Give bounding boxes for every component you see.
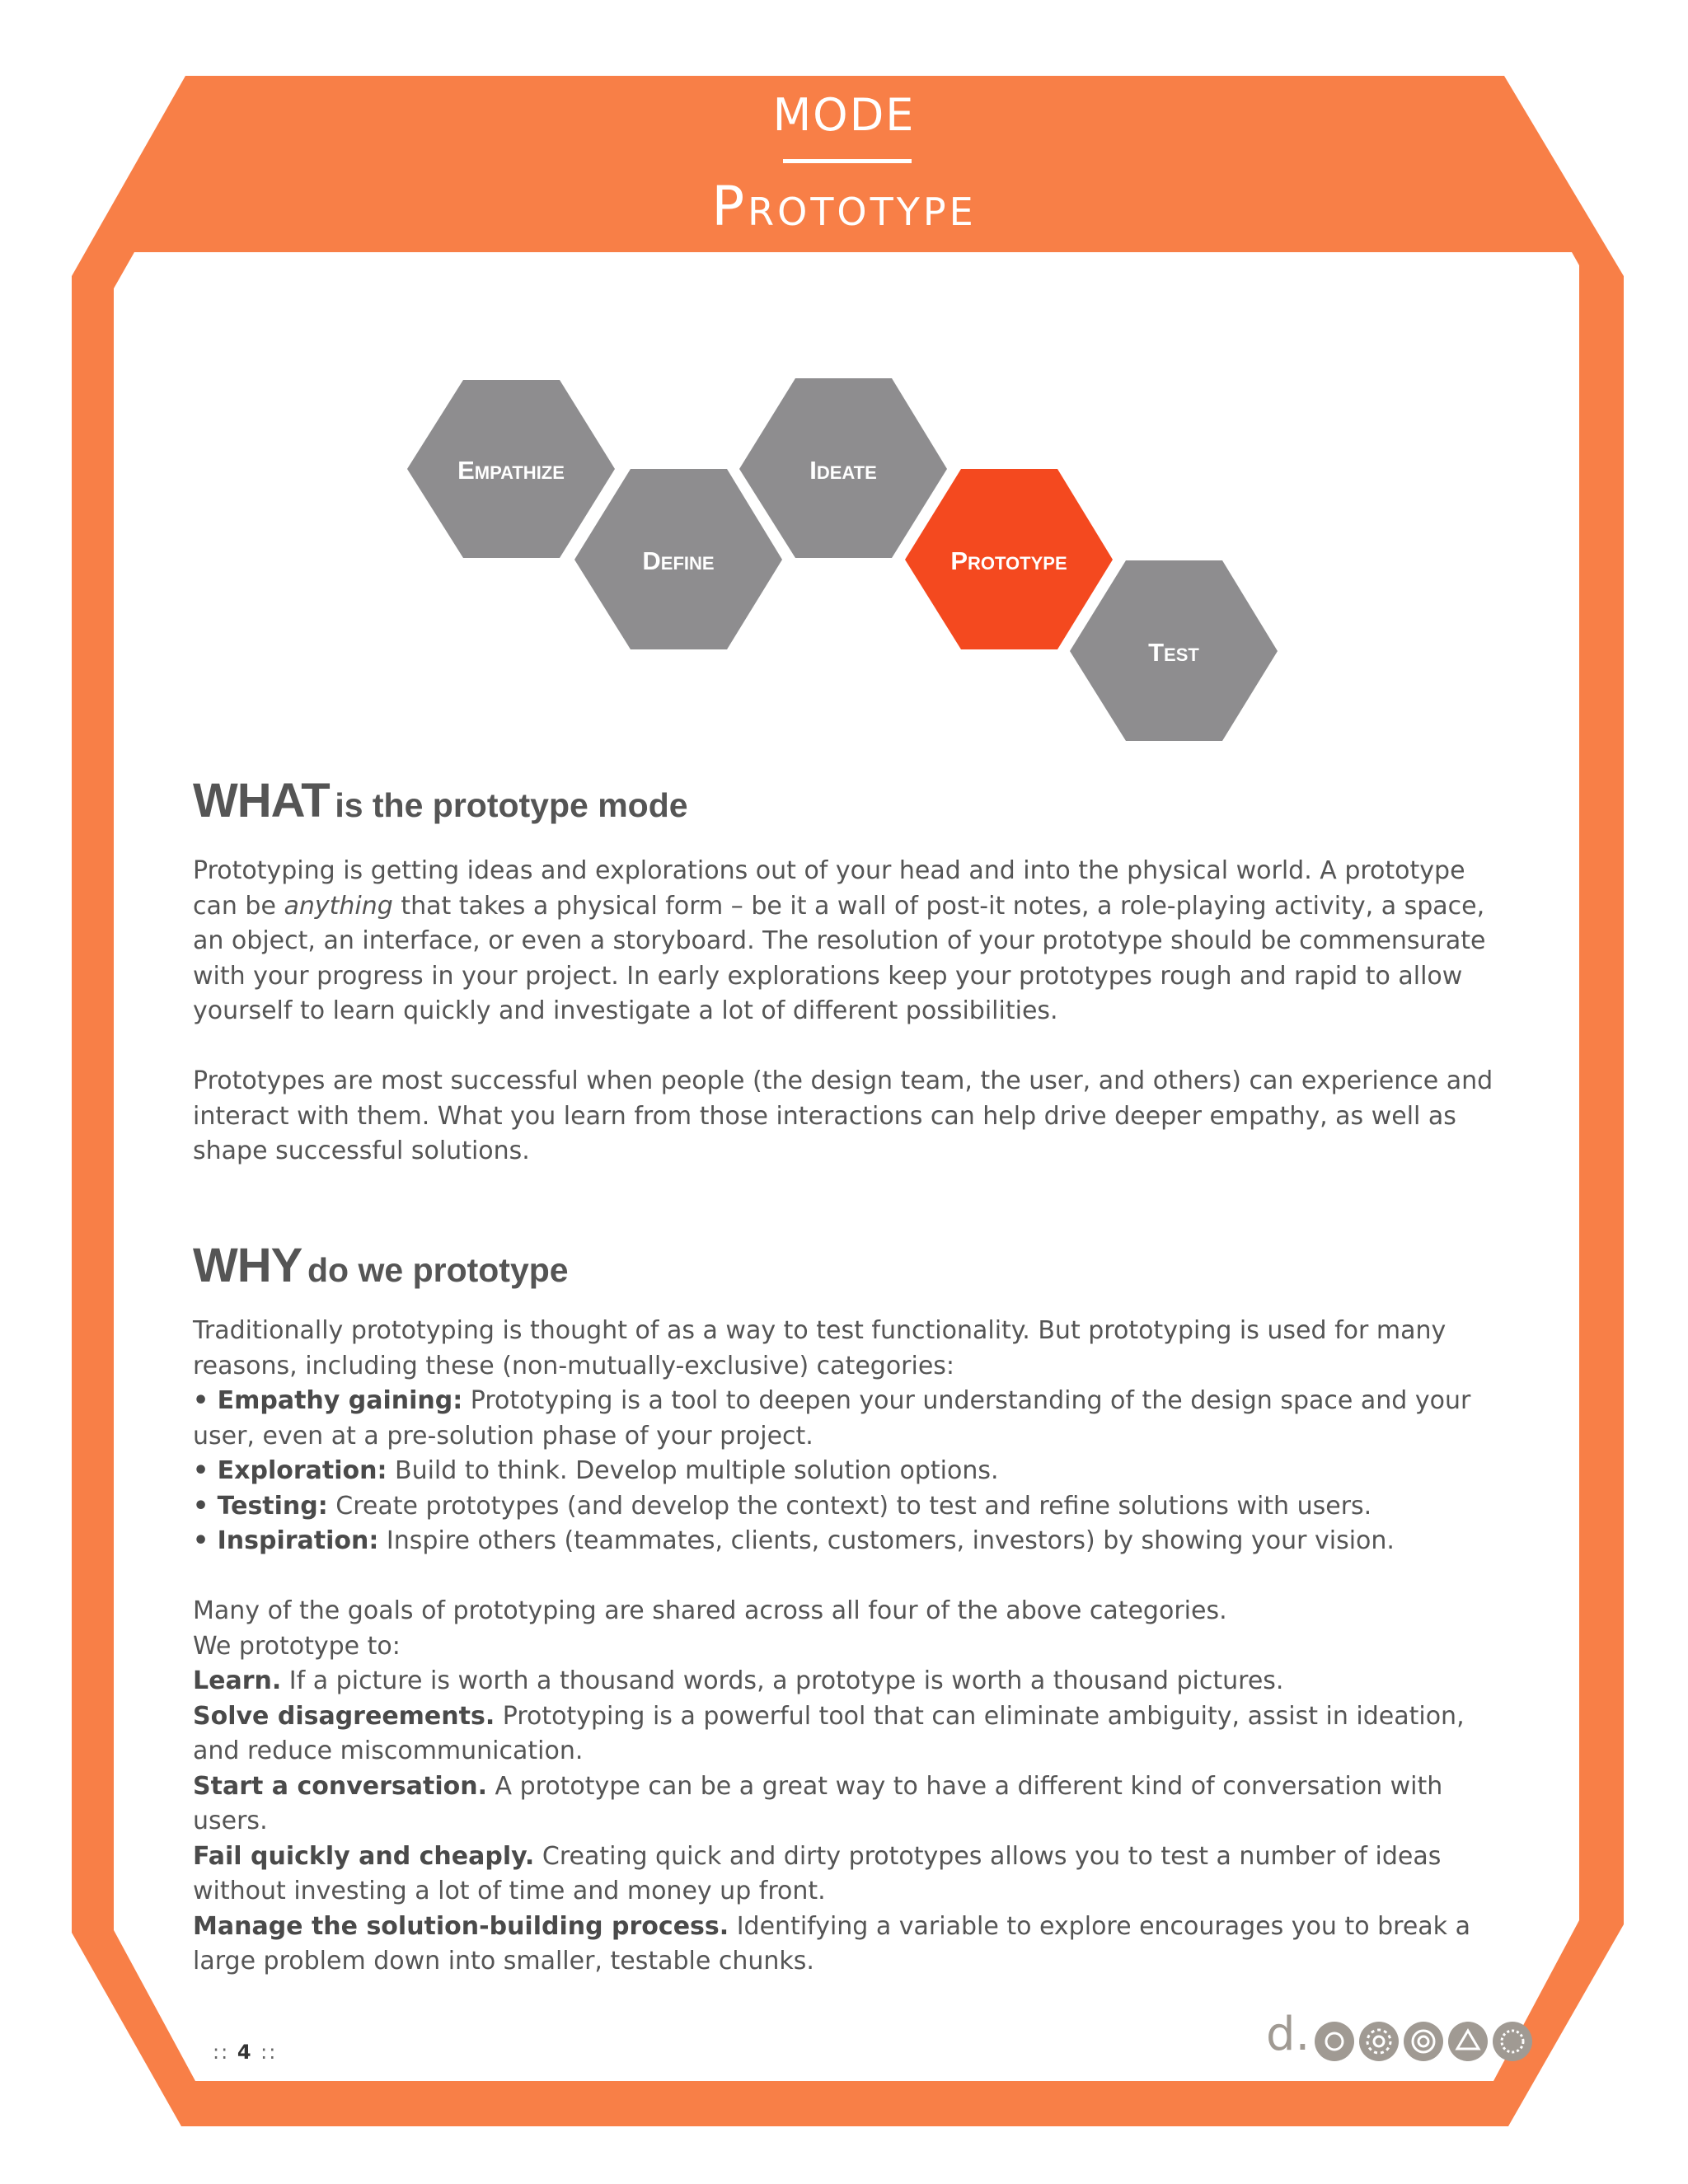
logo-mode-icons xyxy=(1312,2018,1543,2065)
hex-label-define: Define xyxy=(642,546,715,575)
logo-letter: d. xyxy=(1266,2008,1311,2061)
empathize-mode-icon xyxy=(1315,2022,1354,2061)
hex-ideate xyxy=(739,378,947,558)
goal-item: Solve disagreements. Prototyping is a powerful tool that can eliminate ambiguity, assist in ideation, and reduce miscommunication. xyxy=(193,1701,1465,1765)
why-intro: Traditionally prototyping is thought of as a way to test functionality. But prototyping is used for many reasons, including these (non-mutually-exclusive) categories: xyxy=(193,1316,1447,1380)
prototype-mode-icon xyxy=(1448,2022,1488,2061)
why-heading-rest: do we prototype xyxy=(307,1251,569,1289)
mode-label: MODE xyxy=(772,89,916,141)
emphasis-anything: anything xyxy=(284,891,393,921)
ideate-mode-icon xyxy=(1404,2022,1443,2061)
define-mode-icon xyxy=(1359,2022,1399,2061)
why-heading xyxy=(193,1238,569,1293)
category-item: • Exploration: Build to think. Develop multiple solution options. xyxy=(193,1456,999,1485)
test-mode-icon xyxy=(1493,2022,1532,2061)
hex-define xyxy=(574,469,782,649)
what-body xyxy=(193,854,1512,1169)
category-item: • Empathy gaining: Prototyping is a tool to deepen your understanding of the design space and your user, even at a pre-solution phase of your project. xyxy=(193,1386,1471,1451)
hex-prototype xyxy=(905,469,1113,649)
what-paragraph-2: Prototypes are most successful when people (the design team, the user, and others) can experience and interact with them. What you learn from those interactions can help drive deeper empathy, as well as shape successful solutions. xyxy=(193,1066,1493,1165)
why-heading-keyword: WHY xyxy=(193,1239,302,1292)
why-body xyxy=(193,1314,1512,1980)
goals-intro: Many of the goals of prototyping are shared across all four of the above categories. xyxy=(193,1596,1227,1625)
category-item: • Inspiration: Inspire others (teammates, clients, customers, investors) by showing your vision. xyxy=(193,1526,1395,1555)
goal-item: Fail quickly and cheaply. Creating quick and dirty prototypes allows you to test a number of ideas without investing a lot of time and money up front. xyxy=(193,1841,1442,1905)
what-heading-rest: is the prototype mode xyxy=(335,786,688,824)
goal-item: Manage the solution-building process. Identifying a variable to explore encourages you to break a large problem down into smaller, testable chunks. xyxy=(193,1911,1470,1975)
page-number: :: 4 :: xyxy=(213,2041,278,2064)
what-heading xyxy=(193,773,688,828)
category-item: • Testing: Create prototypes (and develop the context) to test and refine solutions with users. xyxy=(193,1491,1372,1521)
hex-label-empathize: Empathize xyxy=(457,456,565,485)
hex-empathize xyxy=(407,380,615,558)
goal-item: Start a conversation. A prototype can be a great way to have a different kind of conversation with users. xyxy=(193,1771,1443,1835)
goal-item: Learn. If a picture is worth a thousand words, a prototype is worth a thousand pictures. xyxy=(193,1666,1284,1695)
page-title: Prototype xyxy=(711,175,977,238)
hex-label-ideate: Ideate xyxy=(809,456,877,485)
hex-label-test: Test xyxy=(1148,638,1199,667)
what-paragraph-1: Prototyping is getting ideas and explorations out of your head and into the physical world. A prototype can be anything that takes a physical form – be it a wall of post-it notes, a role-playing activity, a space, an object, an interface, or even a storyboard. The resolution of your prototype should be commensurate with your progress in your project. In early explorations keep your prototypes rough and rapid to allow yourself to learn quickly and investigate a lot of different possibilities. xyxy=(193,856,1486,1025)
goals-intro-2: We prototype to: xyxy=(193,1631,401,1661)
what-heading-keyword: WHAT xyxy=(193,774,330,827)
hex-label-prototype: Prototype xyxy=(950,546,1067,575)
hex-test xyxy=(1070,560,1278,741)
